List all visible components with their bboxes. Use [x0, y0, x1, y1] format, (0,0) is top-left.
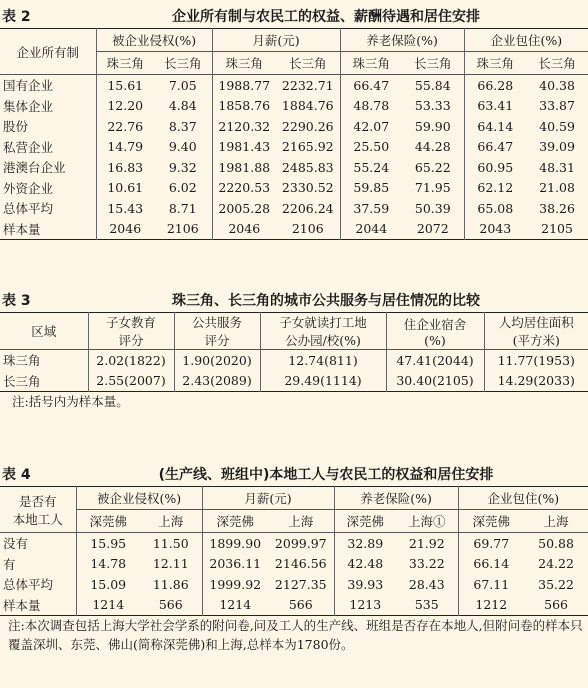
table-3-header: 人均居住面积 (平方米) — [484, 313, 588, 350]
table-2-cell: 66.28 — [464, 75, 526, 96]
table-3-header: 住企业宿舍 (%) — [386, 313, 484, 350]
table-4-cell: 12.11 — [152, 556, 189, 572]
table-3-title-row — [0, 288, 588, 312]
table-4-group-header: 养老保险(%) — [334, 487, 458, 510]
table-4-cell: 11.86 — [152, 576, 189, 592]
table-4-section — [0, 462, 588, 654]
table-2-cell: 39.09 — [539, 139, 575, 155]
table-4-cell: 32.89 — [334, 533, 396, 554]
table-4-sub-header: 深莞佛 — [458, 510, 524, 533]
table-2-cell: 63.41 — [464, 96, 526, 117]
table-4-cell: 1212 — [458, 595, 524, 616]
table-2-cell: 22.76 — [96, 116, 154, 137]
table-2-sub-header: 珠三角 — [212, 52, 276, 75]
table-2-cell: 1981.43 — [212, 137, 276, 158]
table-2-row-label: 集体企业 — [3, 98, 54, 114]
table-2-owner-header: 企业所有制 — [0, 29, 96, 75]
table-4-cell: 2036.11 — [202, 554, 268, 575]
table-2-cell: 2106 — [166, 221, 199, 237]
table-2-cell: 7.05 — [168, 77, 197, 93]
table-3-title: 珠三角、长三角的城市公共服务与居住情况的比较 — [172, 293, 480, 309]
table-3-cell: 1.90(2020) — [174, 350, 260, 371]
table-4-title: (生产线、班组中)本地工人与农民工的权益和居住安排 — [158, 467, 494, 483]
table-4-cell: 28.43 — [408, 576, 445, 592]
table-4-title-row — [0, 462, 588, 486]
table-4-row — [0, 554, 588, 575]
table-3-row-label: 长三角 — [3, 373, 41, 389]
table-2-section — [0, 4, 588, 240]
table-4-cell: 1999.92 — [202, 574, 268, 595]
table-2-cell: 2072 — [416, 221, 449, 237]
table-2-row — [0, 96, 588, 117]
table-2 — [0, 28, 588, 240]
table-4-cell: 566 — [544, 597, 568, 613]
table-2-cell: 48.78 — [340, 96, 402, 117]
table-4-cell: 535 — [414, 597, 439, 613]
table-2-row — [0, 157, 588, 178]
table-3-header: 子女教育 评分 — [88, 313, 174, 350]
table-3-cell: 47.41(2044) — [386, 350, 484, 371]
table-2-cell: 2043 — [464, 219, 526, 240]
table-2-row-label: 港澳台企业 — [3, 160, 66, 176]
table-2-cell: 42.07 — [340, 116, 402, 137]
table-3 — [0, 312, 588, 392]
table-2-cell: 16.83 — [96, 157, 154, 178]
table-3-number: 表 3 — [2, 293, 31, 309]
table-2-cell: 2220.53 — [212, 178, 276, 199]
table-4-cell: 11.50 — [152, 535, 189, 551]
table-2-cell: 2005.28 — [212, 198, 276, 219]
table-2-sub-header: 长三角 — [526, 52, 588, 75]
table-4-cell: 67.11 — [458, 574, 524, 595]
table-2-sub-header: 长三角 — [276, 52, 340, 75]
table-4-group-header: 被企业侵权(%) — [76, 487, 202, 510]
table-3-cell: 14.29(2033) — [484, 371, 588, 392]
table-2-cell: 50.39 — [414, 200, 451, 216]
table-2-cell: 9.32 — [168, 159, 197, 175]
table-3-row — [0, 371, 588, 392]
table-4-cell: 1899.90 — [202, 533, 268, 554]
table-2-cell: 15.61 — [96, 75, 154, 96]
table-2-cell: 33.87 — [539, 98, 575, 114]
table-2-cell: 6.02 — [168, 180, 197, 196]
table-4-cell: 566 — [158, 597, 183, 613]
table-4-cell: 566 — [288, 597, 313, 613]
table-2-cell: 65.08 — [464, 198, 526, 219]
table-2-sub-header: 珠三角 — [340, 52, 402, 75]
table-4-row — [0, 574, 588, 595]
table-2-cell: 1981.88 — [212, 157, 276, 178]
table-2-row-label: 私营企业 — [3, 139, 54, 155]
table-2-cell: 66.47 — [464, 137, 526, 158]
table-3-cell: 12.74(811) — [260, 350, 386, 371]
table-2-cell: 21.08 — [539, 180, 575, 196]
table-2-cell: 37.59 — [340, 198, 402, 219]
table-2-sub-header: 长三角 — [154, 52, 212, 75]
table-2-row — [0, 178, 588, 199]
table-4-row — [0, 533, 588, 554]
table-2-cell: 9.40 — [168, 139, 197, 155]
table-4-cell: 21.92 — [408, 535, 445, 551]
table-2-cell: 2046 — [96, 219, 154, 240]
table-4-cell: 2099.97 — [274, 535, 327, 551]
table-2-group-header: 被企业侵权(%) — [96, 29, 212, 52]
table-4-cell: 39.93 — [334, 574, 396, 595]
table-2-cell: 10.61 — [96, 178, 154, 199]
table-2-cell: 62.12 — [464, 178, 526, 199]
table-2-row — [0, 219, 588, 240]
table-2-cell: 2044 — [340, 219, 402, 240]
table-2-cell: 2206.24 — [281, 200, 334, 216]
table-4-cell: 24.22 — [538, 556, 574, 572]
table-2-row — [0, 198, 588, 219]
table-2-cell: 4.84 — [168, 98, 197, 114]
table-2-cell: 59.85 — [340, 178, 402, 199]
table-4-row — [0, 595, 588, 616]
table-2-sub-header: 珠三角 — [96, 52, 154, 75]
table-2-cell: 71.95 — [414, 180, 451, 196]
table-2-cell: 14.79 — [96, 137, 154, 158]
table-2-cell: 40.59 — [539, 118, 575, 134]
table-2-cell: 55.84 — [414, 77, 451, 93]
table-4-number: 表 4 — [2, 467, 31, 483]
table-4-cell: 2146.56 — [274, 556, 327, 572]
table-4 — [0, 486, 588, 616]
table-3-note: 注:括号内为样本量。 — [12, 394, 129, 409]
table-3-header: 公共服务 评分 — [174, 313, 260, 350]
table-2-number: 表 2 — [2, 9, 31, 25]
table-2-cell: 12.20 — [96, 96, 154, 117]
table-4-sub-header: 上海① — [396, 510, 458, 533]
table-4-cell: 50.88 — [538, 535, 574, 551]
table-2-cell: 2232.71 — [281, 77, 334, 93]
table-4-cell: 66.14 — [458, 554, 524, 575]
table-2-cell: 55.24 — [340, 157, 402, 178]
table-3-cell: 2.02(1822) — [88, 350, 174, 371]
table-2-cell: 8.71 — [168, 200, 197, 216]
table-4-local-header: 是否有 本地工人 — [0, 487, 76, 533]
table-2-cell: 59.90 — [414, 118, 451, 134]
table-2-row-label: 股份 — [3, 119, 29, 135]
table-4-note: 注:本次调查包括上海大学社会学系的附问卷,问及工人的生产线、班组是否存在本地人,但附问卷的样本只覆盖深圳、东莞、佛山(简称深莞佛)和上海,总样本为1780份。 — [8, 618, 583, 652]
table-3-header: 区域 — [0, 313, 88, 350]
table-4-row-label: 没有 — [3, 536, 29, 552]
table-4-cell: 1214 — [76, 595, 140, 616]
table-3-header: 子女就读打工地 公办园/校(%) — [260, 313, 386, 350]
table-4-group-header: 月薪(元) — [202, 487, 334, 510]
table-2-group-header: 月薪(元) — [212, 29, 340, 52]
table-2-cell: 2120.32 — [212, 116, 276, 137]
table-4-cell: 14.78 — [76, 554, 140, 575]
table-2-row-label: 国有企业 — [3, 78, 54, 94]
table-2-sub-header: 珠三角 — [464, 52, 526, 75]
table-2-cell: 44.28 — [414, 139, 451, 155]
table-3-row-label: 珠三角 — [3, 353, 41, 369]
table-4-cell: 42.48 — [334, 554, 396, 575]
table-2-row-label: 总体平均 — [3, 201, 54, 217]
table-2-cell: 2106 — [291, 221, 324, 237]
table-3-cell: 30.40(2105) — [386, 371, 484, 392]
table-2-cell: 2165.92 — [281, 139, 334, 155]
table-4-sub-header: 上海 — [140, 510, 202, 533]
table-4-sub-header: 上海 — [268, 510, 334, 533]
table-4-sub-header: 深莞佛 — [202, 510, 268, 533]
table-2-cell: 2046 — [212, 219, 276, 240]
table-3-section — [0, 288, 588, 411]
table-2-group-header: 养老保险(%) — [340, 29, 464, 52]
table-2-cell: 2330.52 — [281, 180, 334, 196]
table-2-cell: 38.26 — [539, 200, 575, 216]
table-2-cell: 1884.76 — [281, 98, 334, 114]
table-2-cell: 2485.83 — [281, 159, 334, 175]
table-2-cell: 40.38 — [539, 77, 575, 93]
table-3-cell: 11.77(1953) — [484, 350, 588, 371]
table-3-cell: 29.49(1114) — [260, 371, 386, 392]
table-4-cell: 69.77 — [458, 533, 524, 554]
table-2-cell: 1858.76 — [212, 96, 276, 117]
table-4-cell: 15.09 — [76, 574, 140, 595]
table-2-title: 企业所有制与农民工的权益、薪酬待遇和居住安排 — [172, 9, 480, 25]
table-4-sub-header: 深莞佛 — [334, 510, 396, 533]
table-3-row — [0, 350, 588, 371]
table-4-cell: 2127.35 — [274, 576, 327, 592]
table-2-cell: 15.43 — [96, 198, 154, 219]
table-2-cell: 65.22 — [414, 159, 451, 175]
table-2-cell: 48.31 — [539, 159, 575, 175]
table-2-cell: 64.14 — [464, 116, 526, 137]
table-2-cell: 25.50 — [340, 137, 402, 158]
table-2-cell: 66.47 — [340, 75, 402, 96]
table-4-cell: 35.22 — [538, 576, 574, 592]
table-2-cell: 2105 — [541, 221, 573, 237]
table-2-row — [0, 116, 588, 137]
table-2-title-row — [0, 4, 588, 28]
table-2-cell: 1988.77 — [212, 75, 276, 96]
table-2-row — [0, 137, 588, 158]
table-4-row-label: 样本量 — [3, 597, 41, 613]
table-4-cell: 1213 — [334, 595, 396, 616]
table-4-row-label: 有 — [3, 556, 16, 572]
table-2-row-label: 外资企业 — [3, 180, 54, 196]
table-3-cell: 2.43(2089) — [174, 371, 260, 392]
table-4-cell: 33.22 — [408, 556, 445, 572]
table-4-row-label: 总体平均 — [3, 577, 54, 593]
table-4-group-header: 企业包住(%) — [458, 487, 588, 510]
table-4-cell: 15.95 — [76, 533, 140, 554]
table-4-cell: 1214 — [202, 595, 268, 616]
table-2-cell: 2290.26 — [281, 118, 334, 134]
table-3-cell: 2.55(2007) — [88, 371, 174, 392]
table-2-group-header: 企业包住(%) — [464, 29, 588, 52]
table-4-sub-header: 深莞佛 — [76, 510, 140, 533]
table-2-cell: 53.33 — [414, 98, 451, 114]
table-2-row-label: 样本量 — [3, 221, 41, 237]
table-2-cell: 8.37 — [168, 118, 197, 134]
table-4-sub-header: 上海 — [524, 510, 588, 533]
table-2-row — [0, 75, 588, 96]
table-2-sub-header: 长三角 — [402, 52, 464, 75]
table-2-cell: 60.95 — [464, 157, 526, 178]
